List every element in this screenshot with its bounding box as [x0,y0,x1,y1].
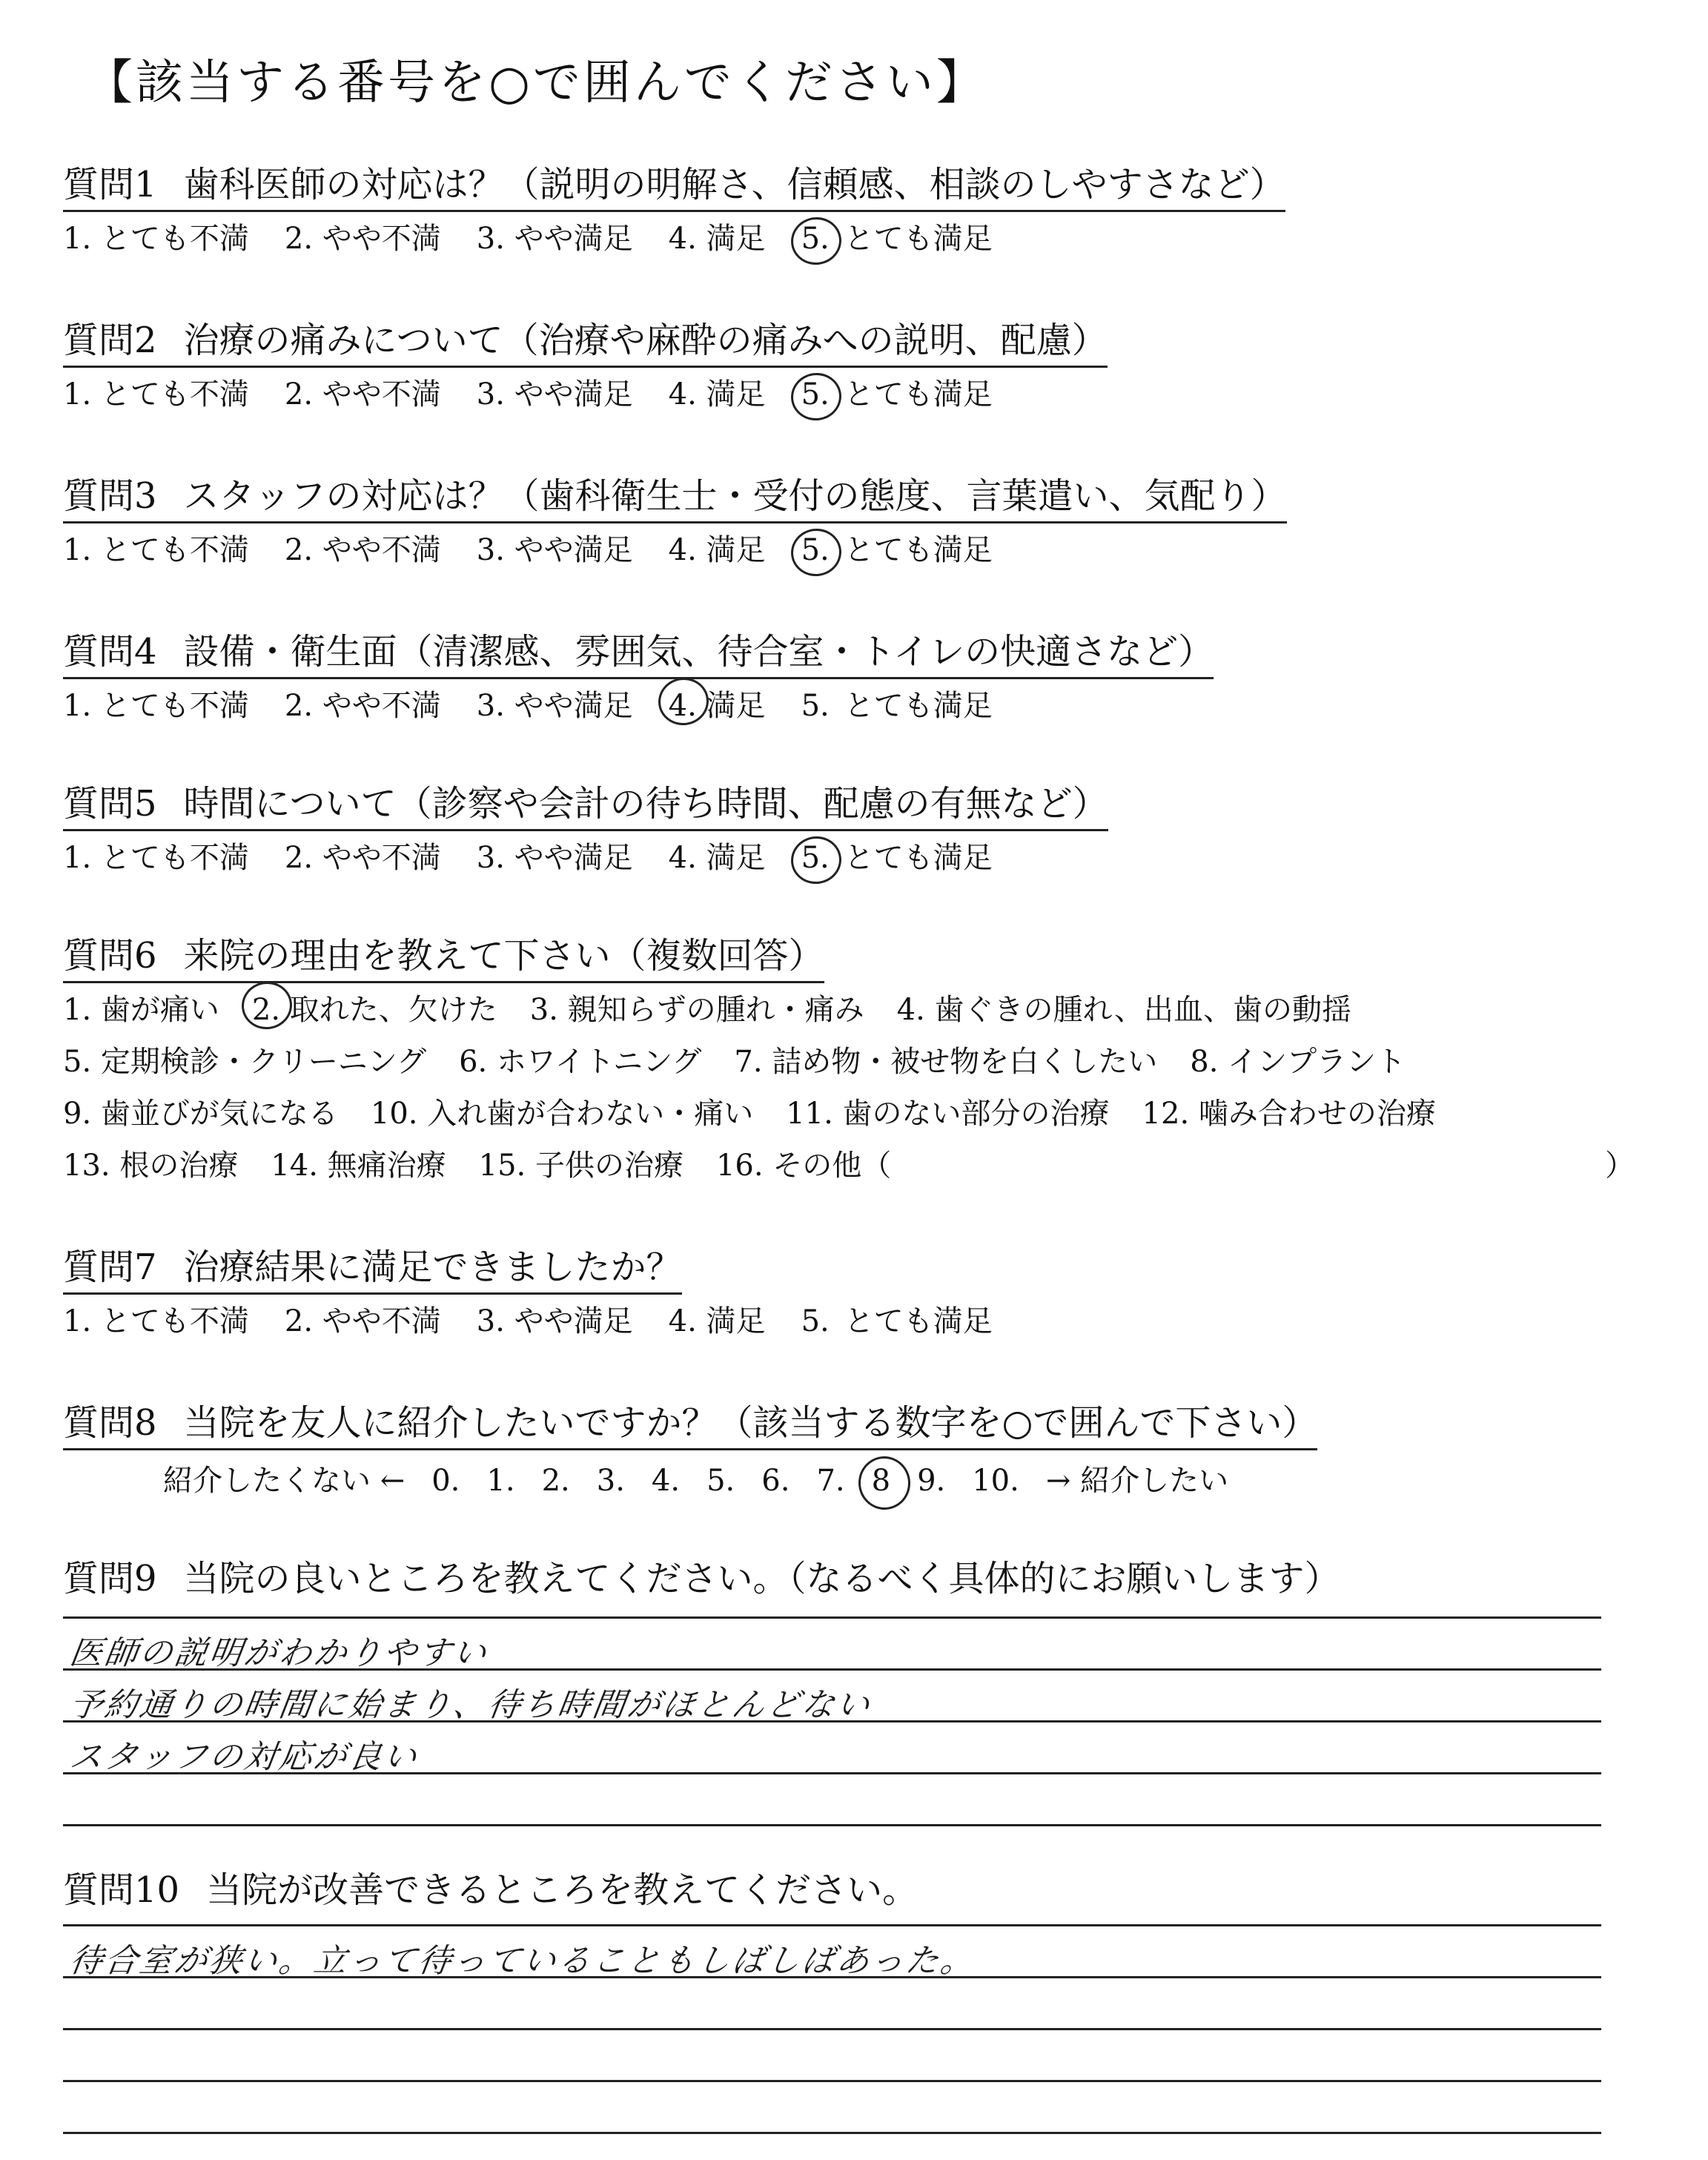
question-10 [63,1861,918,1915]
q6-option-6[interactable]: 6. ホワイトニング [459,1045,702,1079]
question-text: スタッフの対応は？（歯科衛生士・受付の態度、言葉遣い、気配り） [183,475,1287,517]
q7-option-3[interactable]: 3. やや満足 [476,1304,633,1338]
q6-option-5[interactable]: 5. 定期検診・クリーニング [63,1045,427,1079]
q7-option-5-label: とても満足 [844,1304,993,1338]
q6-option-11[interactable]: 11. 歯のない部分の治療 [786,1097,1110,1131]
q2-options [63,371,1028,413]
question-8 [63,1394,1317,1450]
q6-option-8[interactable]: 8. インプラント [1190,1045,1406,1079]
q8-scale-4[interactable]: 4. [651,1464,681,1498]
question-text: 治療の痛みについて（治療や麻酔の痛みへの説明、配慮） [183,320,1108,361]
question-number: 質問5 [63,783,157,825]
q3-option-4[interactable]: 4. 満足 [668,533,766,567]
q8-recommend-scale [163,1457,1255,1499]
q7-options [63,1298,1028,1340]
q8-scale-10[interactable]: 10. [972,1464,1019,1498]
q2-option-2[interactable]: 2. やや不満 [284,377,441,412]
question-7 [63,1238,682,1295]
question-number: 質問9 [63,1558,157,1599]
q5-option-4[interactable]: 4. 満足 [668,841,766,875]
q8-scale-3[interactable]: 3. [596,1464,625,1498]
q2-option-3[interactable]: 3. やや満足 [476,377,633,412]
q3-option-5-label: とても満足 [844,533,993,567]
q8-scale-0[interactable]: 0. [431,1464,460,1498]
q3-options [63,526,1028,569]
q5-option-3[interactable]: 3. やや満足 [476,841,633,875]
q8-left-label: 紹介したくない ← [163,1464,406,1498]
question-text: 治療結果に満足できましたか？ [183,1246,682,1288]
q8-scale-9[interactable]: 9. [917,1464,946,1498]
answer-line [63,2028,1601,2030]
question-text: 当院を友人に紹介したいですか？（該当する数字を○で囲んで下さい） [183,1402,1318,1444]
q7-option-1[interactable]: 1. とても不満 [63,1304,249,1338]
q8-scale-5[interactable]: 5. [706,1464,735,1498]
q7-option-2[interactable]: 2. やや不満 [284,1304,441,1338]
q2-option-1[interactable]: 1. とても不満 [63,377,249,412]
answer-line [63,1824,1601,1826]
q6-option-12[interactable]: 12. 噛み合わせの治療 [1142,1097,1436,1131]
q2-option-4[interactable]: 4. 満足 [668,377,766,412]
q6-option-15[interactable]: 15. 子供の治療 [478,1149,683,1183]
answer-line [63,2080,1601,2082]
q6-option-10[interactable]: 10. 入れ歯が合わない・痛い [370,1097,754,1131]
q1-option-1[interactable]: 1. とても不満 [63,222,249,256]
q4-option-5[interactable]: 5. [801,689,830,723]
q1-option-3[interactable]: 3. やや満足 [476,222,633,256]
question-number: 質問3 [63,475,157,517]
q6-options-row-4 [63,1142,924,1184]
q3-option-1[interactable]: 1. とても不満 [63,533,249,567]
question-number: 質問4 [63,631,157,673]
q8-scale-8-selected[interactable]: 8 [871,1464,891,1498]
q4-option-5-label: とても満足 [844,689,993,723]
answer-line [63,2132,1601,2134]
q8-scale-1[interactable]: 1. [486,1464,515,1498]
q7-option-5[interactable]: 5. [801,1304,830,1338]
question-number: 質問2 [63,320,157,361]
q4-option-4-selected[interactable]: 4. 満足 [669,682,766,724]
q10-handwritten-answer-1[interactable]: 待合室が狭い。立って待っていることもしばしばあった。 [67,1942,979,1980]
q6-option-1[interactable]: 1. 歯が痛い [63,993,219,1027]
q3-option-3[interactable]: 3. やや満足 [476,533,633,567]
q5-option-1[interactable]: 1. とても不満 [63,841,249,875]
form-title: 【該当する番号を○で囲んでください】 [85,56,987,110]
q1-options [63,215,1028,257]
q4-options [63,682,1028,724]
question-number: 質問1 [63,164,157,205]
question-number: 質問8 [63,1402,157,1444]
q8-scale-7[interactable]: 7. [816,1464,845,1498]
question-number: 質問7 [63,1246,157,1288]
question-1 [63,156,1285,212]
q1-option-2[interactable]: 2. やや不満 [284,222,441,256]
question-number: 質問10 [63,1869,180,1911]
q4-option-1[interactable]: 1. とても不満 [63,689,249,723]
q6-options-row-2 [63,1038,1438,1080]
q6-options-row-3 [63,1090,1469,1132]
q8-scale-2[interactable]: 2. [541,1464,570,1498]
q9-handwritten-answer-2[interactable]: 予約通りの時間に始まり、待ち時間がほとんどない [67,1686,874,1724]
q6-other-close-paren: ） [1605,1149,1635,1183]
q6-option-7[interactable]: 7. 詰め物・被せ物を白くしたい [734,1045,1158,1079]
q5-option-5-label: とても満足 [844,841,993,875]
q9-handwritten-answer-3[interactable]: スタッフの対応が良い [67,1738,421,1776]
question-text: 時間について（診察や会計の待ち時間、配慮の有無など） [183,783,1108,825]
q8-right-label: → 紹介したい [1045,1464,1229,1498]
question-2 [63,311,1108,368]
q9-handwritten-answer-1[interactable]: 医師の説明がわかりやすい [67,1634,491,1672]
q4-option-2[interactable]: 2. やや不満 [284,689,441,723]
question-5 [63,775,1108,831]
answer-line [63,1616,1601,1619]
question-text: 設備・衛生面（清潔感、雰囲気、待合室・トイレの快適さなど） [183,631,1214,673]
q5-option-5-selected[interactable]: 5. [801,841,830,875]
q6-option-14[interactable]: 14. 無痛治療 [271,1149,446,1183]
q6-options-row-1 [63,986,1384,1028]
q2-option-5-label: とても満足 [844,377,993,412]
question-text: 当院が改善できるところを教えてください。 [206,1869,918,1911]
q4-option-3[interactable]: 3. やや満足 [476,689,633,723]
question-4 [63,623,1214,679]
q6-option-9[interactable]: 9. 歯並びが気になる [63,1097,338,1131]
q5-option-2[interactable]: 2. やや不満 [284,841,441,875]
question-3 [63,467,1287,524]
q1-option-5-selected[interactable]: 5. [801,222,830,256]
q6-option-13[interactable]: 13. 根の治療 [63,1149,239,1183]
q6-option-2-selected[interactable]: 2. 取れた、欠けた [252,986,497,1028]
q5-options [63,834,1028,876]
q8-scale-6[interactable]: 6. [761,1464,790,1498]
q3-option-2[interactable]: 2. やや不満 [284,533,441,567]
q7-option-4[interactable]: 4. 満足 [668,1304,766,1338]
q1-option-5-label: とても満足 [844,222,993,256]
q3-option-5-selected[interactable]: 5. [801,533,830,567]
question-text: 来院の理由を教えて下さい（複数回答） [183,935,824,977]
question-text: 当院の良いところを教えてください。（なるべく具体的にお願いします） [183,1558,1340,1599]
q1-option-4[interactable]: 4. 満足 [668,222,766,256]
question-number: 質問6 [63,935,157,977]
answer-line [63,1924,1601,1926]
q2-option-5-selected[interactable]: 5. [801,377,830,412]
q6-option-4[interactable]: 4. 歯ぐきの腫れ、出血、歯の動揺 [896,993,1351,1027]
q6-option-3[interactable]: 3. 親知らずの腫れ・痛み [529,993,864,1027]
question-6 [63,927,824,983]
q6-option-16[interactable]: 16. その他（ [715,1149,892,1183]
question-text: 歯科医師の対応は？（説明の明解さ、信頼感、相談のしやすさなど） [183,164,1285,205]
question-9 [63,1550,1340,1604]
